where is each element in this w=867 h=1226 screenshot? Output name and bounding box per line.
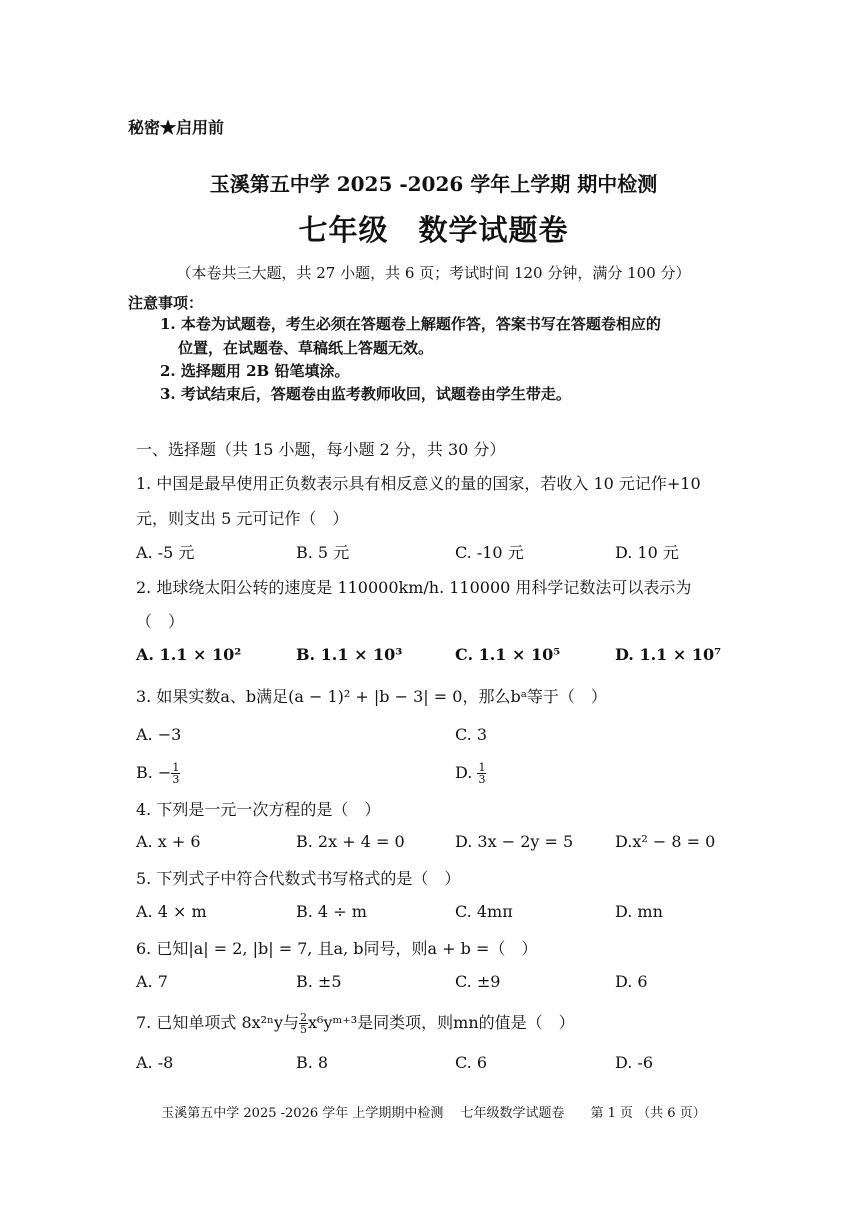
q3-option-b: [136, 762, 180, 785]
q2-option-b: B. 1.1 × 10³: [296, 645, 403, 664]
fraction-numerator: 2: [300, 1011, 308, 1024]
q4-option-d: D.x² − 8 = 0: [615, 832, 716, 851]
notice-item-1: 1. 本卷为试题卷，考生必须在答题卷上解题作答，答案书写在答题卷相应的: [160, 315, 661, 333]
q5-option-b: B. 4 ÷ m: [296, 902, 367, 921]
q2-option-a: A. 1.1 × 10²: [136, 645, 242, 664]
notice-item-3: 3. 考试结束后，答题卷由监考教师收回，试题卷由学生带走。: [160, 385, 571, 403]
notice-title: 注意事项：: [128, 294, 204, 312]
secret-label: 秘密★启用前: [128, 118, 225, 137]
q3-option-a: A. −3: [136, 725, 182, 744]
q1-option-a: A. -5 元: [136, 543, 195, 562]
q2-option-d: D. 1.1 × 10⁷: [615, 645, 722, 664]
question-6: 6. 已知|a| = 2, |b| = 7, 且a, b同号，则a + b =（ ）: [136, 939, 538, 958]
q3-option-c: C. 3: [455, 725, 488, 744]
question-7-post: x⁶yᵐ⁺³是同类项，则mn的值是（ ）: [308, 1013, 575, 1032]
fraction-numerator: 1: [172, 761, 180, 774]
question-1-cont: 元，则支出 5 元可记作（ ）: [136, 509, 349, 528]
q6-option-a: A. 7: [136, 972, 168, 991]
q5-option-c: C. 4mπ: [455, 902, 513, 921]
q2-option-c: C. 1.1 × 10⁵: [455, 645, 561, 664]
question-7: [136, 1010, 575, 1035]
question-5: 5. 下列式子中符合代数式书写格式的是（ ）: [136, 869, 461, 888]
q4-option-a: A. x + 6: [136, 832, 201, 851]
q4-option-b: B. 2x + 4 = 0: [296, 832, 405, 851]
question-2-cont: （ ）: [136, 612, 185, 631]
q5-option-a: A. 4 × m: [136, 902, 207, 921]
section-heading: 一、选择题（共 15 小题，每小题 2 分，共 30 分）: [136, 440, 506, 459]
q3-option-b-prefix: B. −: [136, 763, 172, 782]
question-1: 1. 中国是最早使用正负数表示具有相反意义的量的国家，若收入 10 元记作+10: [136, 474, 701, 493]
question-2: 2. 地球绕太阳公转的速度是 110000km/h. 110000 用科学记数法可以表示为: [136, 578, 692, 597]
fraction-numerator: 1: [478, 761, 486, 774]
q6-option-d: D. 6: [615, 972, 648, 991]
fraction-denominator: 3: [172, 773, 180, 786]
notice-item-2: 2. 选择题用 2B 铅笔填涂。: [160, 362, 350, 380]
q1-option-d: D. 10 元: [615, 543, 679, 562]
fraction-denominator: 5: [300, 1023, 308, 1036]
question-7-fraction: [299, 1012, 308, 1035]
exam-info: （本卷共三大题，共 27 小题，共 6 页；考试时间 120 分钟，满分 100 分）: [176, 264, 691, 282]
q3-option-d-fraction: [477, 762, 486, 785]
q7-option-a: A. -8: [136, 1053, 174, 1072]
school-title: 玉溪第五中学 2025 -2026 学年上学期 期中检测: [209, 172, 658, 196]
notice-item-1-cont: 位置，在试题卷、草稿纸上答题无效。: [178, 339, 434, 357]
page-footer: 玉溪第五中学 2025 -2026 学年 上学期期中检测 七年级数学试题卷 第 1 页 （共 6 页）: [161, 1106, 706, 1121]
q3-option-d: [455, 762, 486, 785]
q7-option-d: D. -6: [615, 1053, 654, 1072]
question-7-pre: 7. 已知单项式 8x²ⁿy与: [136, 1013, 300, 1032]
q3-option-d-prefix: D.: [455, 763, 478, 782]
question-3: 3. 如果实数a、b满足(a − 1)² + |b − 3| = 0，那么bᵃ等于（ ）: [136, 687, 607, 706]
q1-option-c: C. -10 元: [455, 543, 524, 562]
q1-option-b: B. 5 元: [296, 543, 350, 562]
q4-option-c: D. 3x − 2y = 5: [455, 832, 574, 851]
q6-option-c: C. ±9: [455, 972, 501, 991]
q7-option-b: B. 8: [296, 1053, 329, 1072]
q3-option-b-fraction: [171, 762, 180, 785]
q5-option-d: D. mn: [615, 902, 663, 921]
subject-title: 七年级 数学试题卷: [298, 213, 569, 247]
q6-option-b: B. ±5: [296, 972, 342, 991]
q7-option-c: C. 6: [455, 1053, 488, 1072]
question-4: 4. 下列是一元一次方程的是（ ）: [136, 800, 381, 819]
fraction-denominator: 3: [478, 773, 486, 786]
